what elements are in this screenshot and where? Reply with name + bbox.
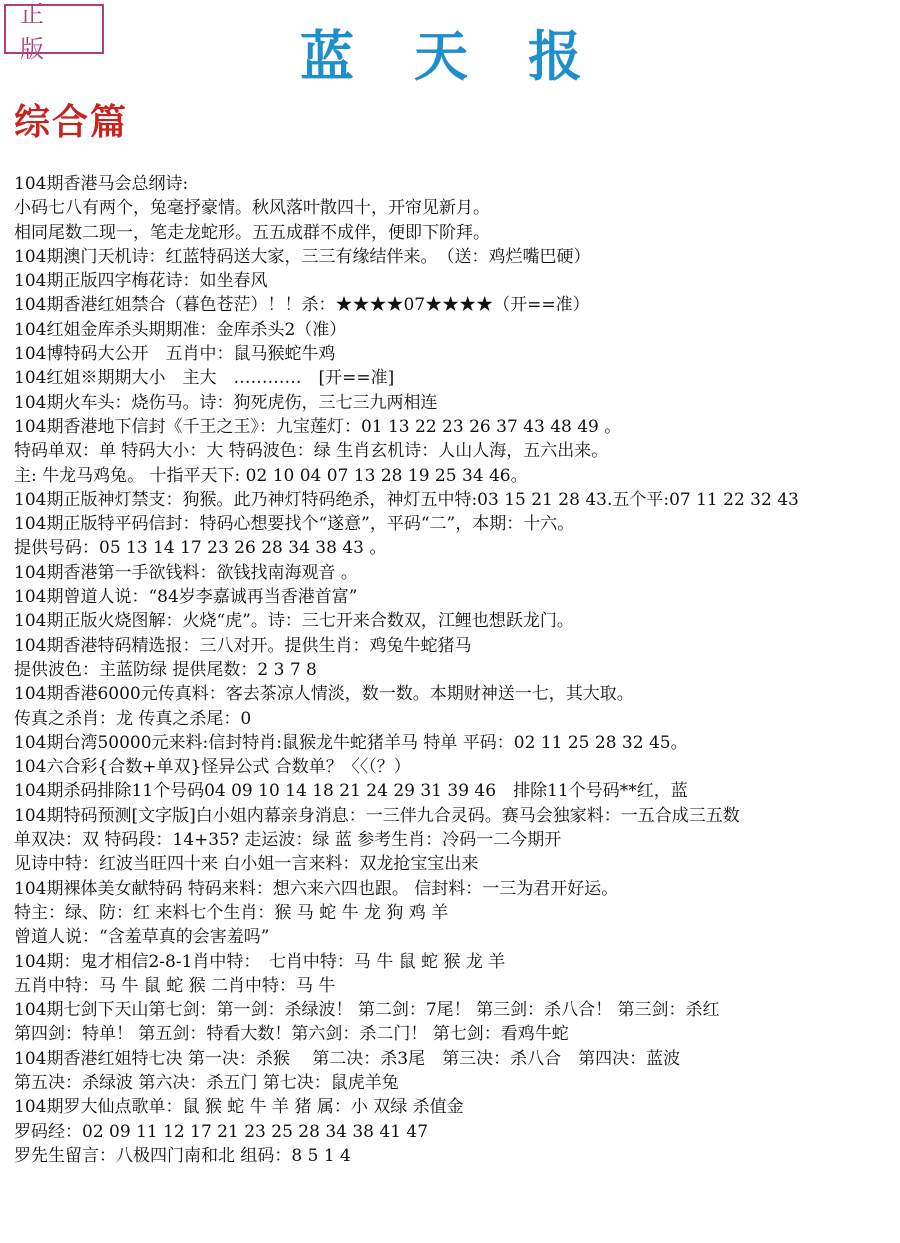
text-line: 104期香港红姐特七决 第一决：杀猴 第二决：杀3尾 第三决：杀八合 第四决：蓝波: [14, 1048, 681, 1069]
text-line: 第五决：杀绿波 第六决：杀五门 第七决：鼠虎羊兔: [14, 1072, 399, 1093]
text-line: 罗码经：02 09 11 12 17 21 23 25 28 34 38 41 47: [14, 1121, 429, 1142]
text-line: 提供号码：05 13 14 17 23 26 28 34 38 43 。: [14, 538, 387, 559]
text-line: 104期香港马会总纲诗:: [14, 174, 189, 194]
text-line: 104期澳门天机诗：红蓝特码送大家，三三有缘结伴来。 （送：鸡烂嘴巴硬）: [14, 246, 591, 267]
text-line: 104期火车头：烧伤马。诗：狗死虎伤，三七三九两相连: [14, 392, 438, 413]
text-line: 104六合彩{合数+单双}怪异公式 合数单？〈〈（？）: [14, 757, 411, 778]
text-line: 104期香港红姐禁合（暮色苍茫）！！杀：★★★★07★★★★（开==准）: [14, 295, 590, 316]
page-title: 蓝天报: [300, 24, 642, 88]
text-line: 104期七剑下天山第七剑：第一剑：杀绿波！ 第二剑：7尾！ 第三剑：杀八合！ 第三剑：杀红: [14, 1000, 720, 1021]
content-lines: [14, 172, 896, 1168]
text-line: 104期台湾50000元来料:信封特肖:鼠猴龙牛蛇猪羊马 特单 平码：02 11 25 28 32 45。: [14, 732, 688, 753]
section-heading: 综合篇: [14, 101, 129, 143]
text-line: 104期杀码排除11个号码04 09 10 14 18 21 24 29 31 39 46 排除11个号码**红，蓝: [14, 781, 688, 802]
text-line: 104期：鬼才相信2-8-1肖中特： 七肖中特：马 牛 鼠 蛇 猴 龙 羊: [14, 951, 506, 972]
text-line: 相同尾数二现一，笔走龙蛇形。五五成群不成伴，便即下阶拜。: [14, 222, 490, 243]
text-line: 单双决：双 特码段：14+35? 走运波：绿 蓝 参考生肖：冷码一二今期开: [14, 830, 562, 851]
text-line: 104期香港地下信封《千王之王》：九宝莲灯：01 13 22 23 26 37 43 48 49 。: [14, 416, 622, 437]
text-line: 104期正版火烧图解：火烧“虎”。诗：三七开来合数双，江鲤也想跃龙门。: [14, 611, 574, 632]
text-line: 主: 牛龙马鸡兔。 十指平天下: 02 10 04 07 13 28 19 25 34 46。: [14, 465, 528, 486]
text-line: 特主：绿、防：红 来料七个生肖：猴 马 蛇 牛 龙 狗 鸡 羊: [14, 902, 449, 923]
text-line: 小码七八有两个，兔毫抒豪情。秋风落叶散四十，开帘见新月。: [14, 198, 490, 219]
text-line: 104期罗大仙点歌单：鼠 猴 蛇 牛 羊 猪 属：小 双绿 杀值金: [14, 1097, 464, 1118]
text-line: 104期香港第一手欲钱料：欲钱找南海观音 。: [14, 562, 358, 583]
text-line: 传真之杀肖：龙 传真之杀尾：0: [14, 708, 252, 729]
text-line: 104期曾道人说：“84岁李嘉诚再当香港首富”: [14, 587, 358, 608]
text-line: 104红姐※期期大小 主大 ………… [开==准]: [14, 368, 395, 389]
text-line: 提供波色：主蓝防绿 提供尾数：2 3 7 8: [14, 659, 317, 680]
text-line: 104期正版神灯禁支：狗猴。此乃神灯特码绝杀，神灯五中特:03 15 21 28 43.五个平:07 11 22 32 43: [14, 489, 799, 510]
text-line: 104期香港6000元传真料：客去茶凉人情淡，数一数。本期财神送一七，其大取。: [14, 684, 634, 705]
text-line: 罗先生留言：八极四门南和北 组码：8 5 1 4: [14, 1145, 351, 1166]
text-line: 104期正版特平码信封：特码心想要找个“遂意”，平码“二”，本期：十六。: [14, 514, 575, 535]
text-line: 104期正版四字梅花诗：如坐春风: [14, 271, 268, 292]
text-line: 五肖中特：马 牛 鼠 蛇 猴 二肖中特：马 牛: [14, 975, 336, 996]
edition-badge: 正 版: [4, 4, 104, 54]
text-line: 曾道人说：“含羞草真的会害羞吗”: [14, 927, 270, 948]
text-line: 第四剑：特单！ 第五剑：特看大数！第六剑：杀二门！ 第七剑：看鸡牛蛇: [14, 1024, 569, 1045]
text-line: 104红姐金库杀头期期准：金库杀头2（准）: [14, 319, 347, 340]
text-line: 见诗中特：红波当旺四十来 白小姐一言来料：双龙抢宝宝出来: [14, 854, 479, 875]
text-line: 104期香港特码精选报：三八对开。提供生肖：鸡兔牛蛇猪马: [14, 635, 472, 656]
text-line: 104期裸体美女献特码 特码来料：想六来六四也跟。 信封料：一三为君开好运。: [14, 878, 619, 899]
text-line: 104博特码大公开 五肖中：鼠马猴蛇牛鸡: [14, 344, 336, 365]
text-line: 104期特码预测[文字版]白小姐内幕亲身消息：一三伴九合灵码。赛马会独家料：一五合成三五数: [14, 805, 740, 826]
text-line: 特码单双：单 特码大小：大 特码波色：绿 生肖玄机诗：人山人海，五六出来。: [14, 441, 609, 462]
